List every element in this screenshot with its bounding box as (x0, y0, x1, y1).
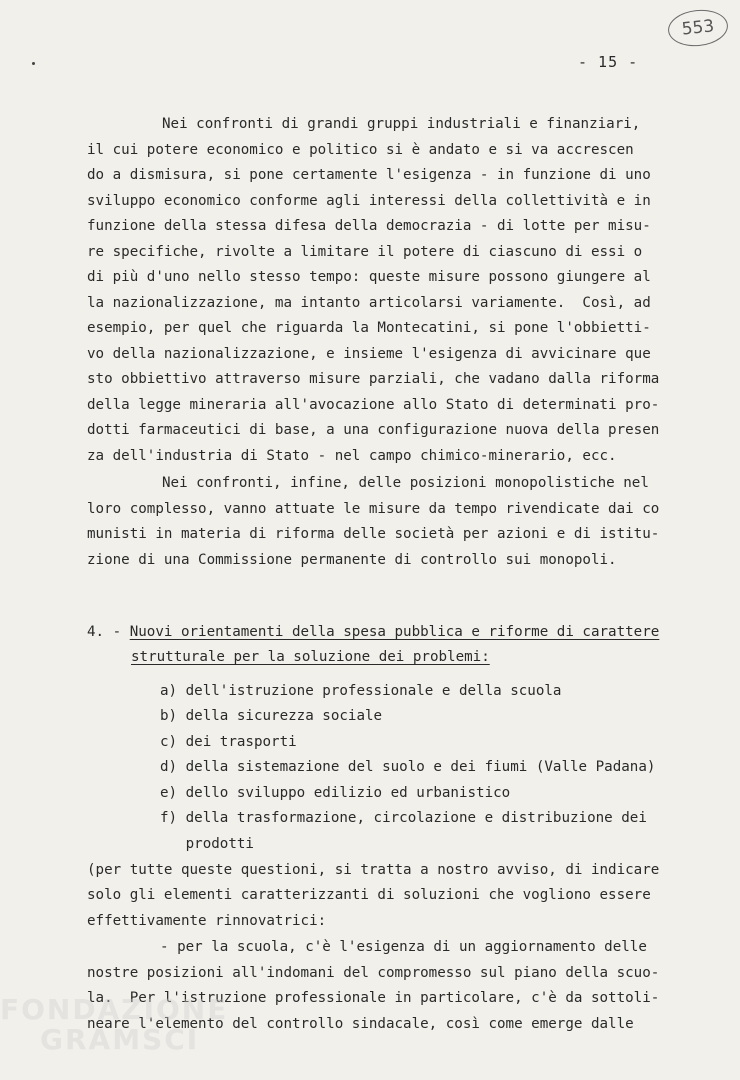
para3-line: solo gli elementi caratterizzanti di soluzioni che vogliono essere (87, 887, 651, 903)
para4-line: - per la scuola, c'è l'esigenza di un aggiornamento delle (160, 939, 647, 955)
para4-line: nostre posizioni all'indomani del compromesso sul piano della scuo- (87, 965, 660, 981)
para1-line: sviluppo economico conforme agli interessi della collettività e in (87, 193, 651, 209)
list-item: d) della sistemazione del suolo e dei fiumi (Valle Padana) (160, 759, 656, 775)
para1-line: re specifiche, rivolte a limitare il potere di ciascuno di essi o (87, 244, 643, 260)
para2-line: Nei confronti, infine, delle posizioni monopolistiche nel (162, 475, 649, 491)
para4-line: neare l'elemento del controllo sindacale, così come emerge dalle (87, 1016, 634, 1032)
watermark-line: FONDAZIONE (0, 993, 229, 1026)
watermark-line: GRAMSCI (40, 1023, 200, 1056)
section-number: 4. - (87, 624, 130, 640)
list-item: c) dei trasporti (160, 734, 297, 750)
page-number: - 15 - (578, 53, 639, 71)
list-item: e) dello sviluppo edilizio ed urbanistico (160, 785, 511, 801)
para3-line: (per tutte queste questioni, si tratta a nostro avviso, di indicare (87, 862, 660, 878)
para2-line: munisti in materia di riforma delle società per azioni e di istitu- (87, 526, 660, 542)
list-item: a) dell'istruzione professionale e della scuola (160, 683, 562, 699)
para1-line: do a dismisura, si pone certamente l'esigenza - in funzione di uno (87, 167, 651, 183)
para1-line: Nei confronti di grandi gruppi industriali e finanziari, (162, 116, 641, 132)
para1-line: sto obbiettivo attraverso misure parziali, che vadano dalla riforma (87, 371, 660, 387)
section-title: Nuovi orientamenti della spesa pubblica e riforme di carattere (129, 624, 660, 640)
archive-stamp: 553 (666, 7, 729, 49)
para2-line: zione di una Commissione permanente di controllo sui monopoli. (87, 552, 617, 568)
para2-line: loro complesso, vanno attuate le misure da tempo rivendicate dai co (87, 501, 660, 517)
para1-line: vo della nazionalizzazione, e insieme l'esigenza di avvicinare que (87, 346, 651, 362)
para1-line: esempio, per quel che riguarda la Montecatini, si pone l'obbietti- (87, 320, 651, 336)
para1-line: funzione della stessa difesa della democrazia - di lotte per misu- (87, 218, 651, 234)
para4-line: la. Per l'istruzione professionale in particolare, c'è da sottoli- (87, 990, 660, 1006)
section-heading-line1 (87, 625, 659, 639)
list-item: prodotti (160, 836, 254, 852)
list-item: b) della sicurezza sociale (160, 708, 383, 724)
watermark (0, 995, 228, 1055)
para1-line: dotti farmaceutici di base, a una configurazione nuova della presen (87, 422, 660, 438)
para3-line: effettivamente rinnovatrici: (87, 913, 327, 929)
margin-dot (32, 62, 35, 65)
list-item: f) della trasformazione, circolazione e distribuzione dei (160, 810, 647, 826)
para1-line: za dell'industria di Stato - nel campo chimico-minerario, ecc. (87, 448, 617, 464)
para1-line: il cui potere economico e politico si è andato e si va accrescen (87, 142, 634, 158)
section-title-continued: strutturale per la soluzione dei problemi: (131, 649, 490, 665)
para1-line: la nazionalizzazione, ma intanto articolarsi variamente. Così, ad (87, 295, 651, 311)
para1-line: della legge mineraria all'avocazione allo Stato di determinati pro- (87, 397, 660, 413)
para1-line: di più d'uno nello stesso tempo: queste misure possono giungere al (87, 269, 651, 285)
